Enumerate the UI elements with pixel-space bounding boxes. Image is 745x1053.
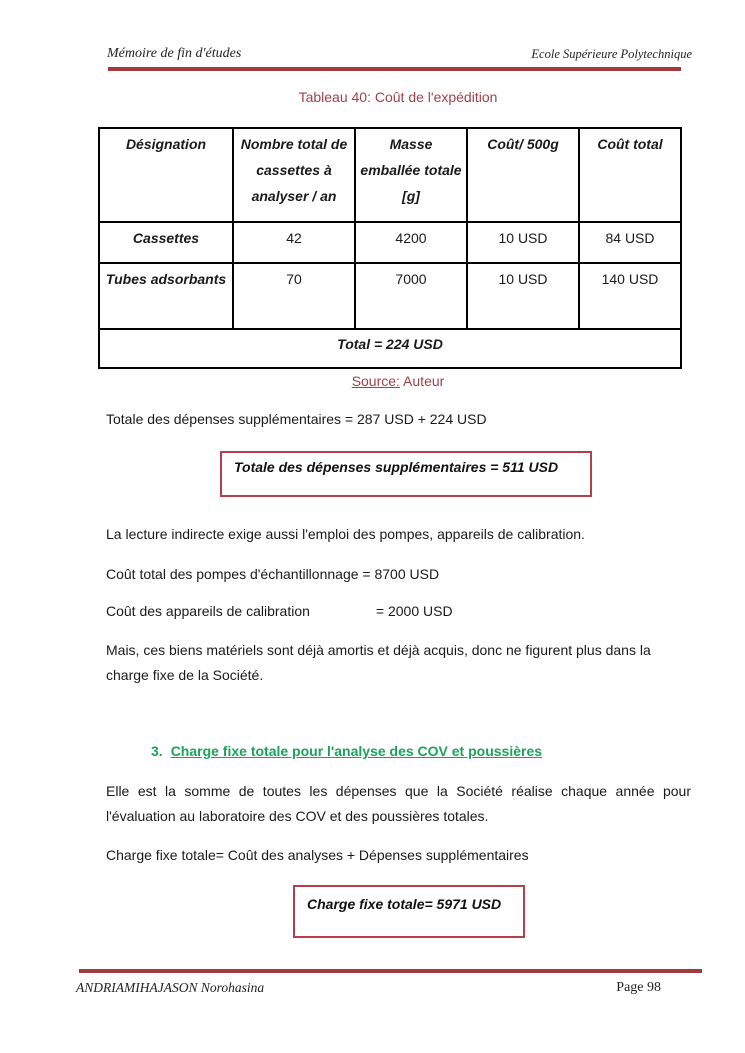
row-label: Cassettes bbox=[99, 222, 233, 263]
expedition-cost-table bbox=[98, 127, 682, 369]
paragraph-fixed-charge-formula: Charge fixe totale= Coût des analyses + Dépenses supplémentaires bbox=[106, 847, 529, 863]
table-row bbox=[99, 222, 681, 263]
paragraph-calibration-cost bbox=[106, 599, 691, 623]
paragraph-additional-expenses: Totale des dépenses supplémentaires = 287 USD + 224 USD bbox=[106, 411, 487, 427]
source-value: Auteur bbox=[399, 373, 445, 389]
result-text: Charge fixe totale= 5971 USD bbox=[307, 896, 502, 912]
table-source bbox=[0, 373, 745, 389]
table-header-row bbox=[99, 128, 681, 222]
section-title: Charge fixe totale pour l'analyse des COV et poussières bbox=[170, 743, 543, 759]
calibration-value: = 2000 USD bbox=[375, 603, 453, 619]
paragraph-pump-cost: Coût total des pompes d'échantillonnage = 8700 USD bbox=[106, 566, 440, 582]
table-total: Total = 224 USD bbox=[99, 329, 681, 368]
source-label: Source: bbox=[351, 373, 400, 389]
page-number: Page 98 bbox=[616, 980, 661, 995]
paragraph-indirect-reading: La lecture indirecte exige aussi l'emploi des pompes, appareils de calibration. bbox=[106, 526, 585, 542]
row-label: Tubes adsorbants bbox=[99, 263, 233, 329]
table-cell: 84 USD bbox=[579, 222, 681, 263]
column-header: Masse emballée totale [g] bbox=[355, 128, 467, 222]
section-heading bbox=[151, 743, 542, 759]
header-title-left: Mémoire de fin d'études bbox=[107, 46, 242, 61]
footer-divider bbox=[79, 969, 702, 973]
table-cell: 4200 bbox=[355, 222, 467, 263]
result-text: Totale des dépenses supplémentaires = 511 USD bbox=[234, 459, 559, 475]
header-divider bbox=[108, 67, 681, 71]
footer-author: ANDRIAMIHAJASON Norohasina bbox=[76, 980, 265, 995]
table-cell: 7000 bbox=[355, 263, 467, 329]
header-title-right: Ecole Supérieure Polytechnique bbox=[531, 47, 692, 61]
column-header: Désignation bbox=[99, 128, 233, 222]
table-cell: 140 USD bbox=[579, 263, 681, 329]
calibration-label: Coût des appareils de calibration bbox=[106, 603, 310, 619]
table-row bbox=[99, 263, 681, 329]
table-cell: 10 USD bbox=[467, 263, 579, 329]
result-box-fixed-charge bbox=[293, 885, 525, 938]
table-caption: Tableau 40: Coût de l'expédition bbox=[298, 89, 498, 105]
table-cell: 10 USD bbox=[467, 222, 579, 263]
result-box-additional-expenses bbox=[220, 451, 592, 497]
paragraph-fixed-charge-definition: Elle est la somme de toutes les dépenses que la Société réalise chaque année pour l'évaluation au laboratoire des COV et des poussières totales. bbox=[106, 783, 691, 824]
paragraph-amortized: Mais, ces biens matériels sont déjà amortis et déjà acquis, donc ne figurent plus dans la charge fixe de la Société. bbox=[106, 642, 651, 683]
column-header: Nombre total de cassettes à analyser / an bbox=[233, 128, 355, 222]
column-header: Coût total bbox=[579, 128, 681, 222]
section-number: 3. bbox=[151, 743, 163, 759]
table-cell: 70 bbox=[233, 263, 355, 329]
table-cell: 42 bbox=[233, 222, 355, 263]
column-header: Coût/ 500g bbox=[467, 128, 579, 222]
table-total-row bbox=[99, 329, 681, 368]
